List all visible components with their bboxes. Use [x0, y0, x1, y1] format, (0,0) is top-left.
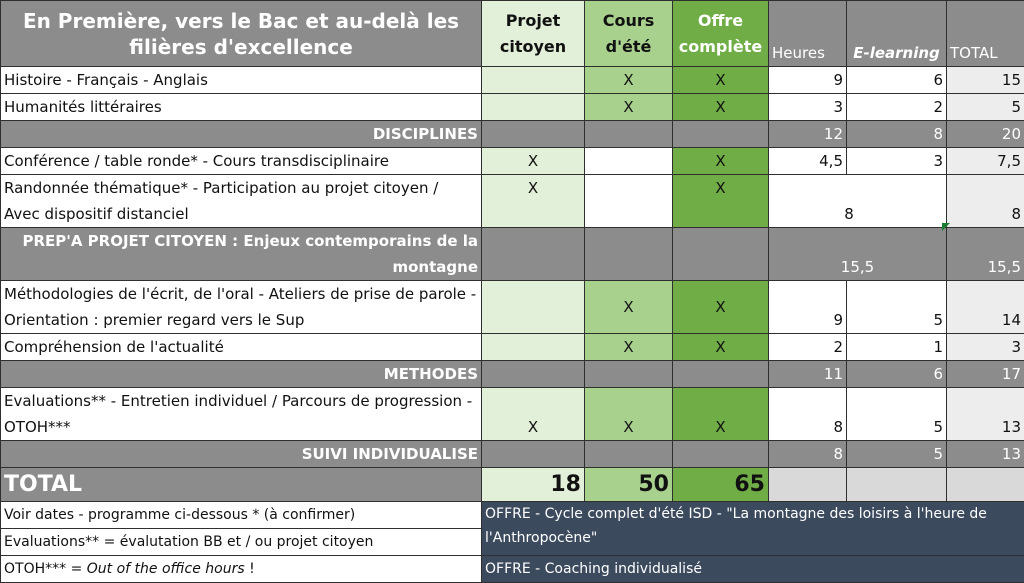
section-label: SUIVI INDIVIDUALISE [1, 441, 482, 468]
section-label: DISCIPLINES [1, 121, 482, 148]
cell-cours: X [585, 67, 673, 94]
section-empty [673, 441, 769, 468]
cell-total: 13 [947, 388, 1024, 441]
section-heures: 12 [769, 121, 847, 148]
cell-cours: X [585, 281, 673, 334]
section-elearning: 8 [847, 121, 947, 148]
cell-heures: 9 [769, 67, 847, 94]
table-row [1, 148, 1024, 175]
cell-projet [482, 67, 585, 94]
table-row [1, 67, 1024, 94]
cell-cours: X [585, 334, 673, 361]
section-heures-elearning-merged: 15,5 [769, 228, 947, 281]
section-empty [482, 121, 585, 148]
total-empty [847, 468, 947, 502]
note-dates: Voir dates - programme ci-dessous * (à confirmer) [1, 502, 482, 529]
total-empty [947, 468, 1024, 502]
section-empty [585, 228, 673, 281]
section-row [1, 121, 1024, 148]
cell-offre: X [673, 67, 769, 94]
section-empty [585, 121, 673, 148]
cell-heures: 4,5 [769, 148, 847, 175]
total-empty [769, 468, 847, 502]
section-heures: 11 [769, 361, 847, 388]
cell-heures: 3 [769, 94, 847, 121]
table-row [1, 388, 1024, 441]
comment-marker-icon [942, 223, 950, 231]
cell-elearning: 5 [847, 388, 947, 441]
table-row [1, 281, 1024, 334]
cell-offre: X [673, 175, 769, 228]
row-label: Humanités littéraires [1, 94, 482, 121]
cell-elearning: 6 [847, 67, 947, 94]
section-heures: 8 [769, 441, 847, 468]
col-header-projet: Projet citoyen [482, 1, 585, 67]
cell-total: 3 [947, 334, 1024, 361]
row-label: Histoire - Français - Anglais [1, 67, 482, 94]
total-cours: 50 [585, 468, 673, 502]
cell-heures: 9 [769, 281, 847, 334]
cell-heures-elearning-merged: 8 [769, 175, 947, 228]
section-total: 20 [947, 121, 1024, 148]
cell-offre: X [673, 388, 769, 441]
section-empty [482, 441, 585, 468]
section-empty [482, 228, 585, 281]
note-otoh [1, 556, 482, 583]
header-row [1, 1, 1024, 67]
row-label: Compréhension de l'actualité [1, 334, 482, 361]
section-empty [482, 361, 585, 388]
section-empty [585, 361, 673, 388]
section-total: 15,5 [947, 228, 1024, 281]
col-header-elearning: E-learning [847, 1, 947, 67]
section-empty [585, 441, 673, 468]
offer-coaching: OFFRE - Coaching individualisé [482, 556, 1024, 583]
section-label: METHODES [1, 361, 482, 388]
table-row [1, 175, 1024, 228]
note-evaluations: Evaluations** = évalutation BB et / ou projet citoyen [1, 529, 482, 556]
row-label: Randonnée thématique* - Participation au projet citoyen / Avec dispositif distanciel [1, 175, 482, 228]
cell-offre: X [673, 148, 769, 175]
cell-elearning: 5 [847, 281, 947, 334]
section-total: 17 [947, 361, 1024, 388]
total-row [1, 468, 1024, 502]
col-header-heures: Heures [769, 1, 847, 67]
cell-projet [482, 281, 585, 334]
cell-offre: X [673, 94, 769, 121]
row-label: Méthodologies de l'écrit, de l'oral - Ateliers de prise de parole - Orientation : premier regard vers le Sup [1, 281, 482, 334]
offer-cycle: OFFRE - Cycle complet d'été ISD - "La montagne des loisirs à l'heure de l'Anthropocène" [482, 502, 1024, 556]
note-otoh-prefix: OTOH*** = [4, 561, 87, 577]
col-header-total: TOTAL [947, 1, 1024, 67]
cell-elearning: 1 [847, 334, 947, 361]
section-total: 13 [947, 441, 1024, 468]
note-otoh-suffix: ! [245, 561, 255, 577]
notes-row [1, 556, 1024, 583]
section-empty [673, 361, 769, 388]
cell-projet [482, 94, 585, 121]
section-elearning: 6 [847, 361, 947, 388]
total-offre: 65 [673, 468, 769, 502]
cell-heures: 8 [769, 388, 847, 441]
cell-offre: X [673, 281, 769, 334]
cell-total: 7,5 [947, 148, 1024, 175]
cell-elearning: 3 [847, 148, 947, 175]
col-header-cours: Cours d'été [585, 1, 673, 67]
cell-cours [585, 148, 673, 175]
section-label: PREP'A PROJET CITOYEN : Enjeux contemporains de la montagne [1, 228, 482, 281]
section-row [1, 441, 1024, 468]
cell-total: 8 [947, 175, 1024, 228]
cell-total: 5 [947, 94, 1024, 121]
cell-projet: X [482, 148, 585, 175]
section-row [1, 228, 1024, 281]
table-row [1, 334, 1024, 361]
note-otoh-emphasis: Out of the office hours [87, 561, 245, 577]
table-title: En Première, vers le Bac et au-delà les filières d'excellence [1, 1, 482, 67]
row-label: Evaluations** - Entretien individuel / Parcours de progression - OTOH*** [1, 388, 482, 441]
notes-row [1, 502, 1024, 529]
total-label: TOTAL [1, 468, 482, 502]
col-header-offre: Offre complète [673, 1, 769, 67]
section-elearning: 5 [847, 441, 947, 468]
cell-total: 14 [947, 281, 1024, 334]
cell-cours: X [585, 94, 673, 121]
cell-heures: 2 [769, 334, 847, 361]
section-empty [673, 121, 769, 148]
row-label: Conférence / table ronde* - Cours transdisciplinaire [1, 148, 482, 175]
cell-offre: X [673, 334, 769, 361]
cell-cours: X [585, 388, 673, 441]
section-empty [673, 228, 769, 281]
cell-projet: X [482, 175, 585, 228]
cell-projet: X [482, 388, 585, 441]
total-projet: 18 [482, 468, 585, 502]
table-row [1, 94, 1024, 121]
cell-elearning: 2 [847, 94, 947, 121]
cell-cours [585, 175, 673, 228]
section-row [1, 361, 1024, 388]
cell-total: 15 [947, 67, 1024, 94]
cell-projet [482, 334, 585, 361]
